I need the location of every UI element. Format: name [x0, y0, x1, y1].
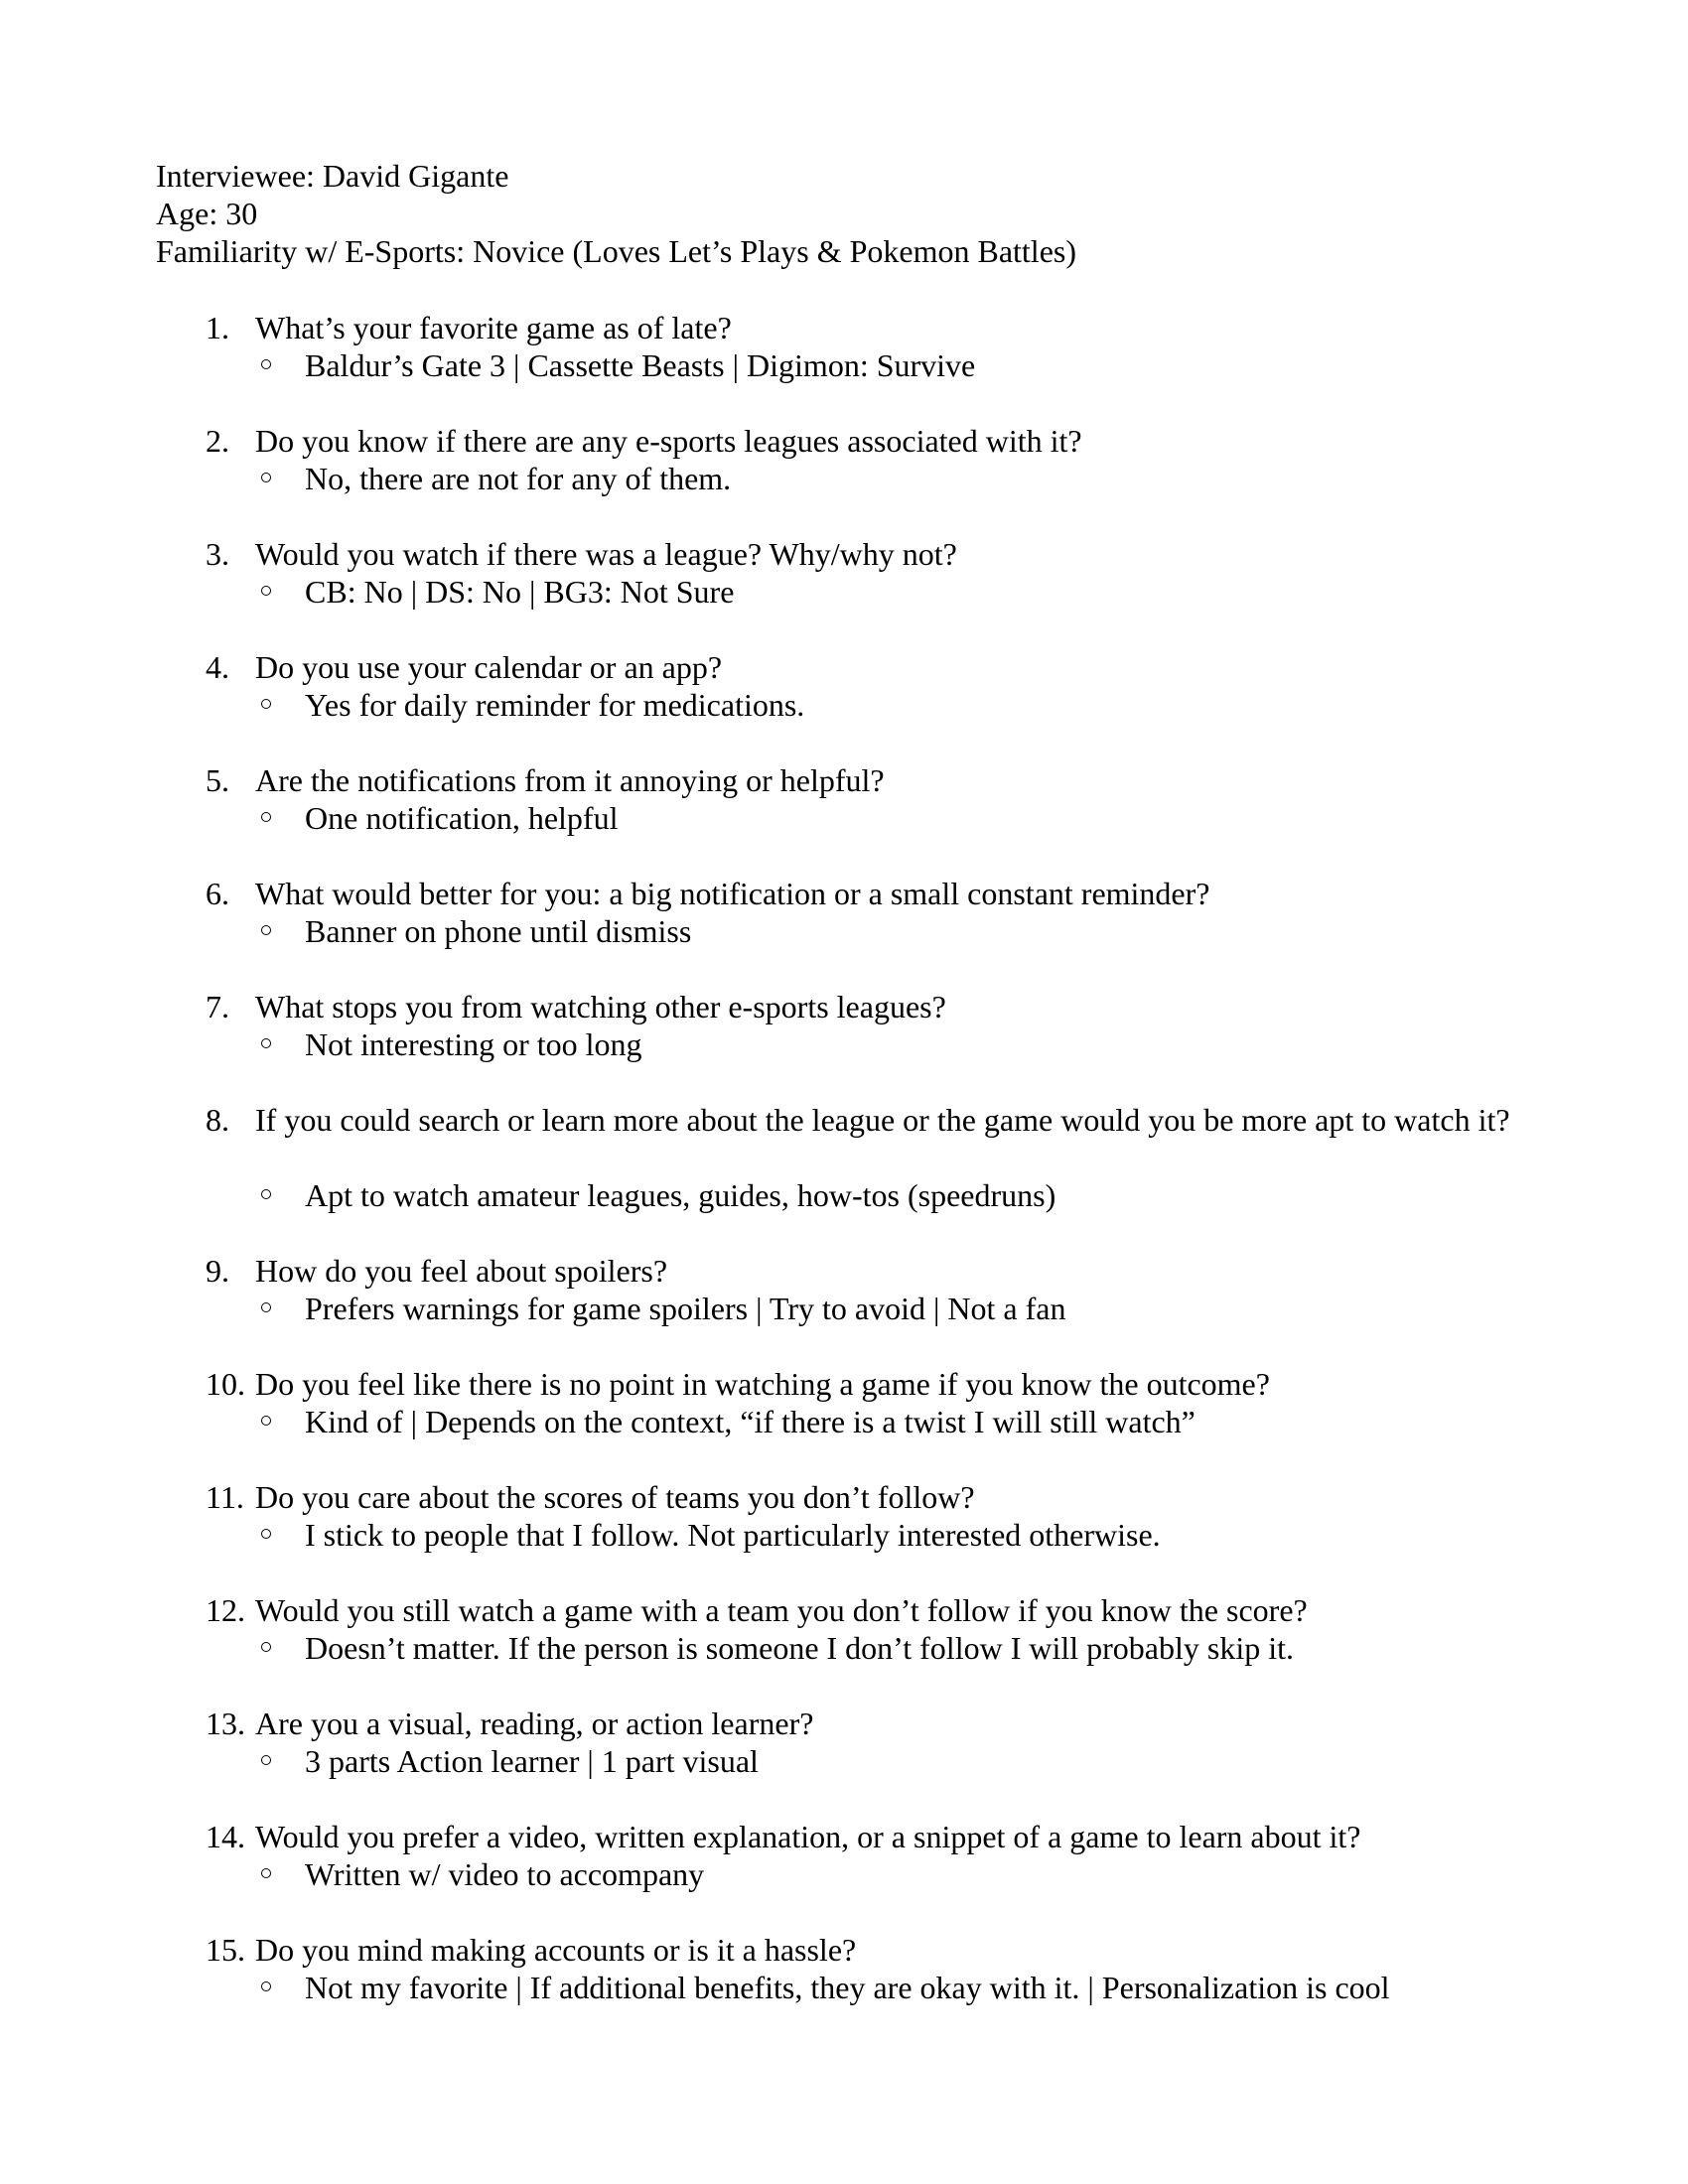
answer-item	[255, 1025, 1546, 1063]
hollow-bullet-icon	[261, 586, 271, 596]
hollow-bullet-icon	[261, 1642, 271, 1652]
answer-text: CB: No | DS: No | BG3: Not Sure	[305, 574, 735, 610]
interview-header	[156, 157, 1526, 270]
answer-text: Written w/ video to accompany	[305, 1856, 705, 1892]
question-number: 14.	[206, 1819, 245, 1854]
hollow-bullet-icon	[261, 812, 271, 822]
question-number: 13.	[206, 1706, 245, 1741]
answer-item	[255, 1855, 1546, 1893]
question-number: 12.	[206, 1592, 245, 1628]
question-text: Do you feel like there is no point in watching a game if you know the outcome?	[255, 1366, 1270, 1402]
hollow-bullet-icon	[261, 1529, 271, 1539]
question-number: 8.	[206, 1102, 229, 1138]
answer-item	[255, 346, 1546, 384]
question-text: Are you a visual, reading, or action learner?	[255, 1706, 814, 1741]
hollow-bullet-icon	[261, 1868, 271, 1878]
hollow-bullet-icon	[261, 925, 271, 935]
question-text: What stops you from watching other e-sports leagues?	[255, 989, 946, 1024]
answer-item	[255, 1176, 1546, 1214]
answer-text: No, there are not for any of them.	[305, 461, 732, 496]
hollow-bullet-icon	[261, 473, 271, 482]
question-text: Do you use your calendar or an app?	[255, 649, 723, 685]
answer-text: Yes for daily reminder for medications.	[305, 687, 805, 723]
question-number: 5.	[206, 762, 229, 798]
question-number: 3.	[206, 536, 229, 572]
answer-item	[255, 1403, 1546, 1440]
answer-text: Prefers warnings for game spoilers | Try to avoid | Not a fan	[305, 1291, 1066, 1326]
hollow-bullet-icon	[261, 1981, 271, 1991]
question-number: 2.	[206, 423, 229, 459]
question-text: How do you feel about spoilers?	[255, 1253, 668, 1289]
answer-item	[255, 1742, 1546, 1780]
answer-text: 3 parts Action learner | 1 part visual	[305, 1743, 759, 1779]
answer-text: Banner on phone until dismiss	[305, 913, 692, 949]
question-text: Are the notifications from it annoying or helpful?	[255, 762, 885, 798]
question-number: 7.	[206, 989, 229, 1024]
question-number: 15.	[206, 1932, 245, 1968]
answer-text: I stick to people that I follow. Not particularly interested otherwise.	[305, 1517, 1161, 1553]
answer-text: Not interesting or too long	[305, 1026, 642, 1062]
answer-item	[255, 573, 1546, 611]
hollow-bullet-icon	[261, 359, 271, 369]
answer-text: Kind of | Depends on the context, “if there is a twist I will still watch”	[305, 1404, 1196, 1439]
hollow-bullet-icon	[261, 1302, 271, 1312]
hollow-bullet-icon	[261, 1038, 271, 1048]
question-text: What’s your favorite game as of late?	[255, 310, 732, 345]
question-number: 6.	[206, 876, 229, 911]
answer-item	[255, 912, 1546, 950]
hollow-bullet-icon	[261, 699, 271, 709]
question-number: 4.	[206, 649, 229, 685]
question-text: Do you mind making accounts or is it a hassle?	[255, 1932, 857, 1968]
answer-item	[255, 1629, 1546, 1667]
question-number: 10.	[206, 1366, 245, 1402]
answer-item	[255, 1290, 1546, 1327]
question-number: 1.	[206, 310, 229, 345]
answer-item	[255, 460, 1546, 497]
age-line: Age: 30	[156, 196, 258, 231]
question-text: Would you still watch a game with a team you don’t follow if you know the score?	[255, 1592, 1308, 1628]
question-number: 9.	[206, 1253, 229, 1289]
answer-text: Apt to watch amateur leagues, guides, how-tos (speedruns)	[305, 1177, 1056, 1213]
hollow-bullet-icon	[261, 1416, 271, 1426]
answer-item	[255, 1516, 1546, 1554]
answer-text: One notification, helpful	[305, 800, 619, 836]
question-text: Do you know if there are any e-sports leagues associated with it?	[255, 423, 1082, 459]
answer-text: Not my favorite | If additional benefits, they are okay with it. | Personalization is cool	[305, 1970, 1390, 2005]
answer-item	[255, 686, 1546, 724]
question-text: If you could search or learn more about the league or the game would you be more apt to watch it?	[255, 1102, 1510, 1138]
answer-text: Baldur’s Gate 3 | Cassette Beasts | Digimon: Survive	[305, 347, 976, 383]
question-text: What would better for you: a big notification or a small constant reminder?	[255, 876, 1210, 911]
question-text: Would you watch if there was a league? Why/why not?	[255, 536, 957, 572]
question-text: Do you care about the scores of teams you don’t follow?	[255, 1479, 975, 1515]
hollow-bullet-icon	[261, 1755, 271, 1765]
question-number: 11.	[206, 1479, 244, 1515]
interviewee-line: Interviewee: David Gigante	[156, 158, 509, 194]
answer-text: Doesn’t matter. If the person is someone I don’t follow I will probably skip it.	[305, 1630, 1294, 1666]
hollow-bullet-icon	[261, 1189, 271, 1199]
answer-item	[255, 799, 1546, 837]
familiarity-line: Familiarity w/ E-Sports: Novice (Loves Let’s Plays & Pokemon Battles)	[156, 233, 1076, 269]
answer-item	[255, 1969, 1546, 2006]
question-text: Would you prefer a video, written explanation, or a snippet of a game to learn about it?	[255, 1819, 1361, 1854]
